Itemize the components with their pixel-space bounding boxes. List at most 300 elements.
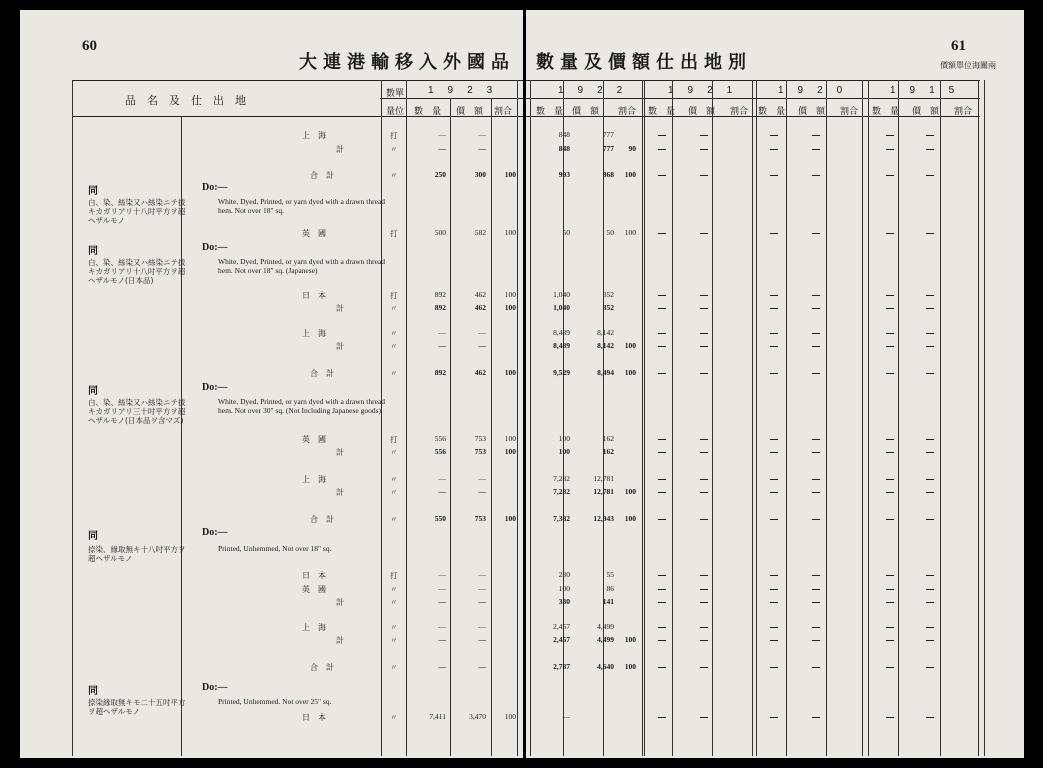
dash-mark <box>770 452 778 453</box>
rule <box>381 80 382 756</box>
unit-cell: 打 <box>390 435 398 444</box>
dash-mark <box>770 667 778 668</box>
data-cell: 3,470 <box>469 712 486 721</box>
origin-label: 上 海 <box>302 475 326 484</box>
dash-mark <box>812 479 820 480</box>
rule <box>978 80 979 756</box>
data-cell: 100 <box>624 368 636 377</box>
data-cell: — <box>438 328 446 337</box>
unit-cell: 〃 <box>390 515 398 524</box>
dash-mark <box>886 135 894 136</box>
year-1915: 1915 <box>890 85 969 96</box>
data-cell: 7,282 <box>553 487 570 496</box>
dash-mark <box>770 589 778 590</box>
unit-header-top: 數單 <box>386 89 405 99</box>
item-ditto: 同 <box>88 386 98 397</box>
dash-mark <box>886 602 894 603</box>
item-name-en: White, Dyed, Printed, or yarn dyed with a drawn thread hem. Not over 18" sq. <box>218 197 386 215</box>
dash-mark <box>812 175 820 176</box>
dash-mark <box>812 519 820 520</box>
origin-label: 計 <box>336 304 344 313</box>
data-cell: 848 <box>558 144 570 153</box>
page-title-left: 大連港輸移入外國品 <box>299 52 515 73</box>
data-cell: — <box>478 597 486 606</box>
dash-mark <box>658 667 666 668</box>
origin-label: 英 國 <box>302 435 326 444</box>
dash-mark <box>658 640 666 641</box>
unit-cell: 〃 <box>390 171 398 180</box>
rule <box>868 80 869 756</box>
data-cell: — <box>438 341 446 350</box>
dash-mark <box>886 452 894 453</box>
dash-mark <box>926 308 934 309</box>
data-cell: 892 <box>434 368 446 377</box>
dash-mark <box>658 333 666 334</box>
dash-mark <box>812 575 820 576</box>
item-name-en: White, Dyed, Printed, or yarn dyed with a drawn thread hem. Not over 18" sq. (Japanese) <box>218 257 386 275</box>
dash-mark <box>770 439 778 440</box>
page-number-left: 60 <box>82 38 97 54</box>
data-cell: 7,382 <box>553 514 570 523</box>
column-subheader: 價 額 <box>572 107 600 117</box>
data-cell: — <box>478 662 486 671</box>
dash-mark <box>926 602 934 603</box>
rule <box>526 80 980 81</box>
data-cell: 100 <box>504 290 516 299</box>
data-cell: 4,499 <box>597 622 614 631</box>
item-name-ja: 捺染、緣取無キ十八吋平方ヲ超ヘザルモノ <box>88 545 186 563</box>
data-cell: 7,411 <box>429 712 446 721</box>
data-cell: — <box>438 635 446 644</box>
rule <box>530 80 531 756</box>
data-cell: 2,457 <box>553 622 570 631</box>
dash-mark <box>926 333 934 334</box>
dash-mark <box>770 519 778 520</box>
data-cell: 12,781 <box>593 474 614 483</box>
data-cell: 230 <box>558 570 570 579</box>
dash-mark <box>700 135 708 136</box>
origin-label: 日 本 <box>302 571 326 580</box>
data-cell: — <box>438 662 446 671</box>
data-cell: 1,040 <box>553 290 570 299</box>
dash-mark <box>926 175 934 176</box>
dash-mark <box>700 373 708 374</box>
origin-label: 計 <box>336 598 344 607</box>
data-cell: — <box>438 622 446 631</box>
dash-mark <box>926 373 934 374</box>
dash-mark <box>886 492 894 493</box>
dash-mark <box>886 346 894 347</box>
data-cell: — <box>478 584 486 593</box>
data-cell: — <box>438 597 446 606</box>
data-cell: — <box>478 570 486 579</box>
dash-mark <box>770 346 778 347</box>
item-ditto: 同 <box>88 186 98 197</box>
dash-mark <box>812 717 820 718</box>
data-cell: 848 <box>558 130 570 139</box>
data-cell: 55 <box>606 570 614 579</box>
dash-mark <box>886 717 894 718</box>
column-subheader: 數 量 <box>536 107 564 117</box>
dash-mark <box>770 602 778 603</box>
dash-mark <box>926 233 934 234</box>
dash-mark <box>886 333 894 334</box>
dash-mark <box>886 627 894 628</box>
dash-mark <box>812 135 820 136</box>
year-1922: 1922 <box>558 85 637 96</box>
data-cell: 500 <box>434 228 446 237</box>
dash-mark <box>770 479 778 480</box>
dash-mark <box>886 295 894 296</box>
dash-mark <box>658 492 666 493</box>
dash-mark <box>658 233 666 234</box>
dash-mark <box>658 135 666 136</box>
dash-mark <box>770 295 778 296</box>
origin-label: 日 本 <box>302 291 326 300</box>
unit-cell: 打 <box>390 571 398 580</box>
origin-label: 合 計 <box>310 515 334 524</box>
unit-cell: 打 <box>390 229 398 238</box>
dash-mark <box>658 519 666 520</box>
page-title-right: 數量及價額仕出地別 <box>536 52 752 73</box>
data-cell: 100 <box>504 712 516 721</box>
data-cell: 100 <box>624 170 636 179</box>
data-cell: 556 <box>434 447 446 456</box>
origin-label: 上 海 <box>302 131 326 140</box>
dash-mark <box>700 640 708 641</box>
data-cell: 1,040 <box>553 303 570 312</box>
data-cell: — <box>478 328 486 337</box>
dash-mark <box>770 717 778 718</box>
unit-cell: 打 <box>390 131 398 140</box>
dash-mark <box>812 602 820 603</box>
data-cell: 12,943 <box>593 514 614 523</box>
data-cell: 7,282 <box>553 474 570 483</box>
data-cell: — <box>478 144 486 153</box>
data-cell: 8,142 <box>597 341 614 350</box>
data-cell: 8,489 <box>553 328 570 337</box>
data-cell: 4,499 <box>597 635 614 644</box>
column-subheader: 價 額 <box>688 107 716 117</box>
dash-mark <box>770 308 778 309</box>
dash-mark <box>926 575 934 576</box>
data-cell: — <box>478 622 486 631</box>
data-cell: 892 <box>434 303 446 312</box>
origin-label: 計 <box>336 636 344 645</box>
dash-mark <box>658 295 666 296</box>
dash-mark <box>812 589 820 590</box>
rule <box>406 80 407 756</box>
item-name-ja: 白、染、絲染又ハ絲染ニテ拔キカガリアリ十八吋平方ヲ超ヘザルモノ <box>88 198 186 225</box>
dash-mark <box>812 667 820 668</box>
dash-mark <box>770 627 778 628</box>
dash-mark <box>700 439 708 440</box>
data-cell: 100 <box>504 514 516 523</box>
data-cell: 100 <box>504 303 516 312</box>
column-subheader: 割合 <box>730 107 749 117</box>
dash-mark <box>812 452 820 453</box>
origin-label: 日 本 <box>302 713 326 722</box>
item-name-en: White, Dyed, Printed, or yarn dyed with a drawn thread hem. Not over 30" sq. (Not Including Japanese goods) <box>218 397 386 415</box>
dash-mark <box>926 439 934 440</box>
left-page <box>20 10 523 758</box>
col-quantity: 數 量 <box>414 107 442 117</box>
dash-mark <box>770 175 778 176</box>
data-cell: 86 <box>606 584 614 593</box>
data-cell: — <box>438 144 446 153</box>
dash-mark <box>658 346 666 347</box>
data-cell: 162 <box>602 447 614 456</box>
dash-mark <box>812 373 820 374</box>
dash-mark <box>926 589 934 590</box>
unit-cell: 〃 <box>390 342 398 351</box>
item-name-ja: 白、染、絲染又ハ絲染ニテ拔キカガリアリ三十吋平方ヲ超ヘザルモノ(日本品ヲ含マズ) <box>88 398 186 425</box>
col-ratio: 割合 <box>494 107 513 117</box>
dash-mark <box>658 627 666 628</box>
unit-cell: 〃 <box>390 623 398 632</box>
data-cell: 250 <box>434 170 446 179</box>
dash-mark <box>658 589 666 590</box>
dash-mark <box>700 589 708 590</box>
data-cell: 300 <box>474 170 486 179</box>
rule <box>862 80 863 756</box>
data-cell: 100 <box>504 170 516 179</box>
column-subheader: 割合 <box>954 107 973 117</box>
data-cell: 582 <box>474 228 486 237</box>
data-cell: 868 <box>602 170 614 179</box>
dash-mark <box>700 333 708 334</box>
unit-cell: 〃 <box>390 488 398 497</box>
dash-mark <box>770 233 778 234</box>
data-cell: 4,640 <box>597 662 614 671</box>
dash-mark <box>926 627 934 628</box>
rule <box>642 80 643 756</box>
data-cell: — <box>438 487 446 496</box>
data-cell: 100 <box>624 487 636 496</box>
dash-mark <box>700 149 708 150</box>
dash-mark <box>886 373 894 374</box>
data-cell: 8,494 <box>597 368 614 377</box>
dash-mark <box>886 479 894 480</box>
dash-mark <box>886 589 894 590</box>
dash-mark <box>770 333 778 334</box>
dash-mark <box>700 717 708 718</box>
dash-mark <box>812 333 820 334</box>
rule <box>72 80 73 756</box>
column-subheader: 數 量 <box>648 107 676 117</box>
origin-label: 英 國 <box>302 585 326 594</box>
unit-cell: 〃 <box>390 304 398 313</box>
dash-mark <box>658 308 666 309</box>
unit-cell: 〃 <box>390 663 398 672</box>
data-cell: 100 <box>504 434 516 443</box>
data-cell: 100 <box>624 662 636 671</box>
dash-mark <box>770 575 778 576</box>
unit-cell: 打 <box>390 291 398 300</box>
rule <box>491 98 492 756</box>
unit-cell: 〃 <box>390 598 398 607</box>
data-cell: 12,781 <box>593 487 614 496</box>
rule <box>984 80 985 756</box>
item-do: Do:— <box>202 527 228 538</box>
data-cell: 556 <box>434 434 446 443</box>
rule <box>517 80 518 756</box>
item-name-ja: 捺染緣取無キモ二十五吋平方ヲ超ヘザルモノ <box>88 698 186 716</box>
data-cell: 100 <box>624 341 636 350</box>
data-cell: 462 <box>474 368 486 377</box>
dash-mark <box>886 640 894 641</box>
unit-cell: 〃 <box>390 448 398 457</box>
dash-mark <box>926 667 934 668</box>
data-cell: 993 <box>558 170 570 179</box>
item-ditto: 同 <box>88 686 98 697</box>
data-cell: 892 <box>434 290 446 299</box>
rule <box>826 80 827 756</box>
item-ditto: 同 <box>88 246 98 257</box>
dash-mark <box>926 149 934 150</box>
rule <box>712 80 713 756</box>
data-cell: 162 <box>602 434 614 443</box>
item-name-en: Printed, Unhemmed. Not over 25" sq. <box>218 697 332 706</box>
data-cell: — <box>438 130 446 139</box>
dash-mark <box>770 135 778 136</box>
data-cell: — <box>438 474 446 483</box>
data-cell: 100 <box>558 434 570 443</box>
rule <box>563 80 564 756</box>
rule <box>603 80 604 756</box>
rule <box>526 98 980 99</box>
data-cell: 777 <box>602 130 614 139</box>
origin-label: 上 海 <box>302 329 326 338</box>
data-cell: — <box>562 712 570 721</box>
unit-cell: 〃 <box>390 145 398 154</box>
dash-mark <box>770 373 778 374</box>
data-cell: 753 <box>474 514 486 523</box>
dash-mark <box>812 308 820 309</box>
dash-mark <box>700 519 708 520</box>
data-cell: 50 <box>562 228 570 237</box>
dash-mark <box>700 233 708 234</box>
data-cell: 2,787 <box>553 662 570 671</box>
dash-mark <box>812 492 820 493</box>
dash-mark <box>700 452 708 453</box>
dash-mark <box>886 519 894 520</box>
dash-mark <box>658 479 666 480</box>
data-cell: 9,529 <box>553 368 570 377</box>
item-do: Do:— <box>202 682 228 693</box>
rule <box>752 80 753 756</box>
data-cell: 100 <box>558 584 570 593</box>
dash-mark <box>886 575 894 576</box>
data-cell: 100 <box>624 514 636 523</box>
rule <box>72 80 523 81</box>
dash-mark <box>770 149 778 150</box>
rule <box>644 80 645 756</box>
data-cell: 50 <box>606 228 614 237</box>
rule <box>672 80 673 756</box>
rule <box>786 80 787 756</box>
dash-mark <box>926 452 934 453</box>
unit-cell: 〃 <box>390 636 398 645</box>
dash-mark <box>812 149 820 150</box>
origin-label: 合 計 <box>310 663 334 672</box>
right-page <box>526 10 1024 758</box>
dash-mark <box>658 373 666 374</box>
dash-mark <box>886 667 894 668</box>
origin-label: 計 <box>336 342 344 351</box>
unit-cell: 〃 <box>390 369 398 378</box>
dash-mark <box>770 492 778 493</box>
column-subheader: 割合 <box>840 107 859 117</box>
column-subheader: 數 量 <box>872 107 900 117</box>
data-cell: 352 <box>602 290 614 299</box>
data-cell: — <box>438 584 446 593</box>
data-cell: — <box>438 570 446 579</box>
unit-cell: 〃 <box>390 329 398 338</box>
item-name-en: Printed, Unhemmed, Not over 18" sq. <box>218 544 332 553</box>
data-cell: — <box>478 487 486 496</box>
data-cell: 753 <box>474 447 486 456</box>
dash-mark <box>700 667 708 668</box>
dash-mark <box>812 439 820 440</box>
rule <box>756 80 757 756</box>
unit-cell: 〃 <box>390 713 398 722</box>
origin-label: 英 國 <box>302 229 326 238</box>
dash-mark <box>700 492 708 493</box>
dash-mark <box>658 717 666 718</box>
item-do: Do:— <box>202 382 228 393</box>
dash-mark <box>658 575 666 576</box>
dash-mark <box>886 175 894 176</box>
data-cell: 753 <box>474 434 486 443</box>
dash-mark <box>658 452 666 453</box>
year-1921: 1921 <box>668 85 747 96</box>
unit-cell: 〃 <box>390 585 398 594</box>
dash-mark <box>700 602 708 603</box>
dash-mark <box>886 233 894 234</box>
dash-mark <box>812 233 820 234</box>
column-subheader: 割合 <box>618 107 637 117</box>
dash-mark <box>812 346 820 347</box>
dash-mark <box>926 479 934 480</box>
data-cell: 100 <box>504 447 516 456</box>
item-do: Do:— <box>202 182 228 193</box>
data-cell: 462 <box>474 290 486 299</box>
dash-mark <box>926 640 934 641</box>
dash-mark <box>658 602 666 603</box>
data-cell: — <box>478 130 486 139</box>
dash-mark <box>886 149 894 150</box>
unit-cell: 〃 <box>390 475 398 484</box>
item-do: Do:— <box>202 242 228 253</box>
dash-mark <box>812 640 820 641</box>
data-cell: 777 <box>602 144 614 153</box>
dash-mark <box>700 627 708 628</box>
item-name-ja: 白、染、絲染又ハ絲染ニテ拔キカガリアリ十八吋平方ヲ超ヘザルモノ(日本品) <box>88 258 186 285</box>
year-1923: 1923 <box>428 85 507 96</box>
origin-label: 上 海 <box>302 623 326 632</box>
dash-mark <box>700 295 708 296</box>
column-subheader: 數 量 <box>758 107 786 117</box>
dash-mark <box>926 295 934 296</box>
data-cell: 330 <box>558 597 570 606</box>
data-cell: 462 <box>474 303 486 312</box>
dash-mark <box>770 640 778 641</box>
rule <box>940 80 941 756</box>
origin-label: 計 <box>336 448 344 457</box>
dash-mark <box>658 175 666 176</box>
page-number-right: 61 <box>951 38 966 54</box>
